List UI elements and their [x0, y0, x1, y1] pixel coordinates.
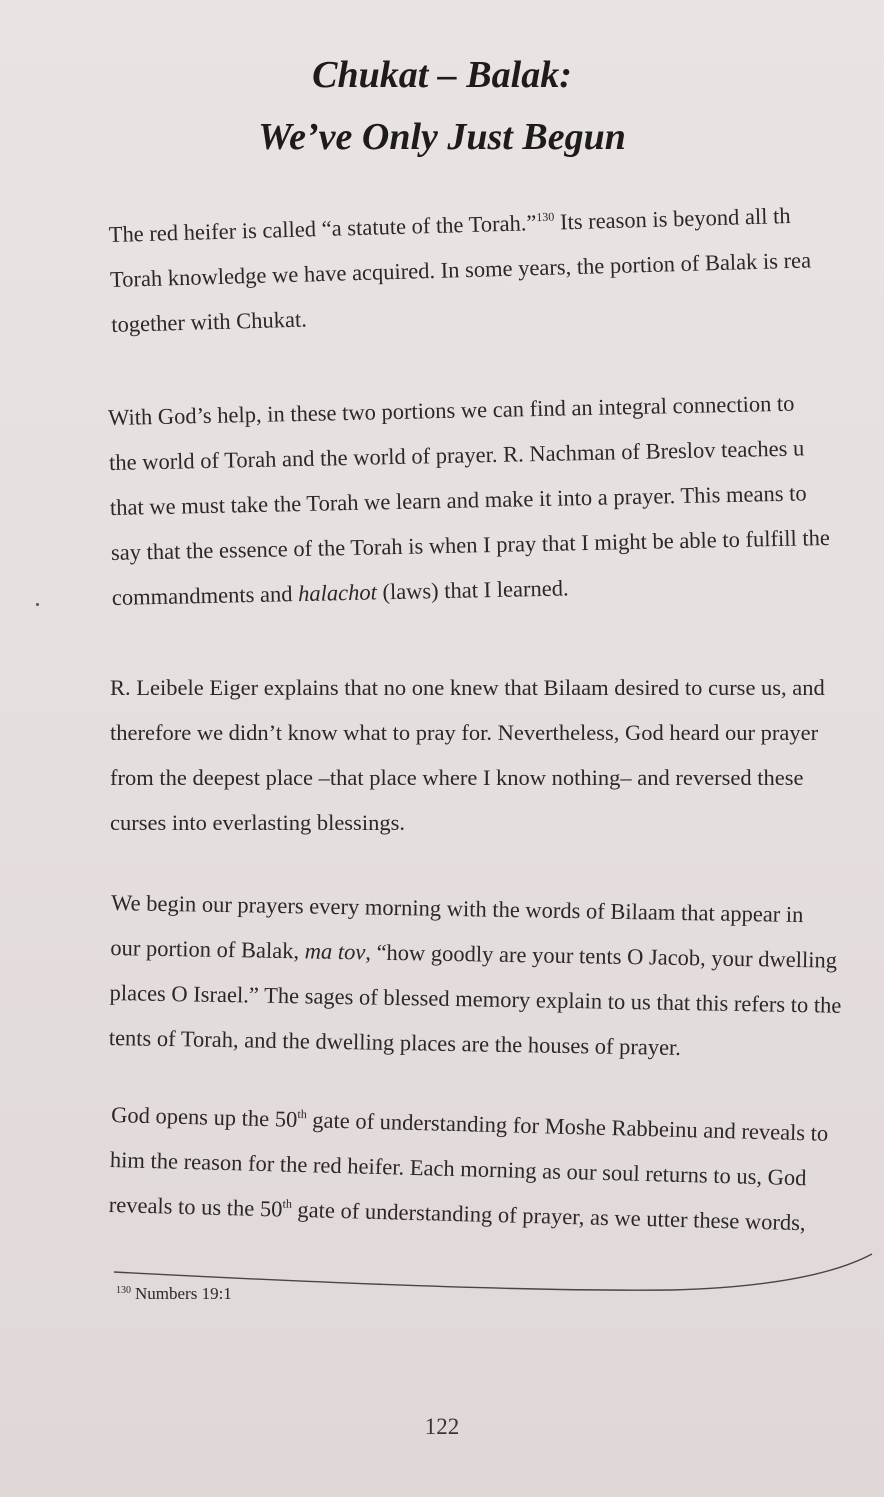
- paragraph-line: tents of Torah, and the dwelling places are the houses of prayer.: [108, 1024, 682, 1060]
- page-speck: [36, 603, 39, 606]
- chapter-title-line-1: Chukat – Balak:: [312, 54, 572, 96]
- text-run: (laws) that I learned.: [376, 575, 569, 605]
- chapter-title: [0, 44, 884, 168]
- italic-term: halachot: [297, 579, 378, 607]
- text-run: God opens up the 50: [110, 1102, 298, 1132]
- text-run: our portion of Balak,: [110, 935, 305, 964]
- footnote-number: 130: [116, 1285, 131, 1296]
- ordinal-suffix: th: [282, 1196, 293, 1211]
- paragraph-line: places O Israel.” The sages of blessed memory explain to us that this refers to the: [109, 979, 842, 1018]
- paragraph-line: Torah knowledge we have acquired. In some years, the portion of Balak is rea: [109, 247, 812, 292]
- text-run: commandments and: [111, 581, 299, 610]
- paragraph-line: With God’s help, in these two portions we can find an integral connection to: [107, 390, 795, 431]
- ordinal-suffix: th: [297, 1106, 308, 1122]
- paragraph-line: that we must take the Torah we learn and make it into a prayer. This means to: [109, 480, 807, 520]
- paragraph-line: the world of Torah and the world of prayer. R. Nachman of Breslov teaches u: [108, 435, 805, 476]
- text-run: , “how goodly are your tents O Jacob, your dwelling: [365, 939, 838, 973]
- text-run: Its reason is beyond all th: [554, 202, 791, 235]
- footnote-reference: 130: [536, 209, 555, 225]
- text-run: The red heifer is called “a statute of the Torah.”: [108, 210, 537, 248]
- paragraph-line: him the reason for the red heifer. Each morning as our soul returns to us, God: [109, 1147, 807, 1191]
- paragraph-2: [108, 379, 884, 620]
- paragraph-line: therefore we didn’t know what to pray for. Nevertheless, God heard our prayer: [110, 720, 819, 745]
- paragraph-line: say that the essence of the Torah is when I pray that I might be able to fulfill the: [110, 524, 831, 565]
- paragraph-line: R. Leibele Eiger explains that no one knew that Bilaam desired to curse us, and: [110, 675, 825, 700]
- paragraph-1: [108, 190, 884, 347]
- footnote-text: Numbers 19:1: [135, 1284, 232, 1303]
- paragraph-3: [110, 665, 884, 845]
- italic-term: ma tov: [304, 938, 366, 965]
- text-run: gate of understanding for Moshe Rabbeinu and reveals to: [306, 1107, 829, 1146]
- chapter-title-line-2: We’ve Only Just Begun: [258, 116, 626, 158]
- paragraph-line: curses into everlasting blessings.: [110, 810, 405, 835]
- paragraph-line: together with Chukat.: [110, 306, 308, 337]
- text-run: reveals to us the 50: [108, 1191, 283, 1222]
- paragraph-5: [108, 1092, 884, 1247]
- footnote: [116, 1284, 232, 1304]
- paragraph-line: We begin our prayers every morning with the words of Bilaam that appear in: [110, 890, 804, 928]
- paragraph-4: [108, 880, 884, 1073]
- text-run: gate of understanding of prayer, as we utter these words,: [291, 1196, 806, 1236]
- page-number: 122: [424, 1414, 460, 1439]
- paragraph-line: from the deepest place –that place where I know nothing– and reversed these: [110, 765, 804, 790]
